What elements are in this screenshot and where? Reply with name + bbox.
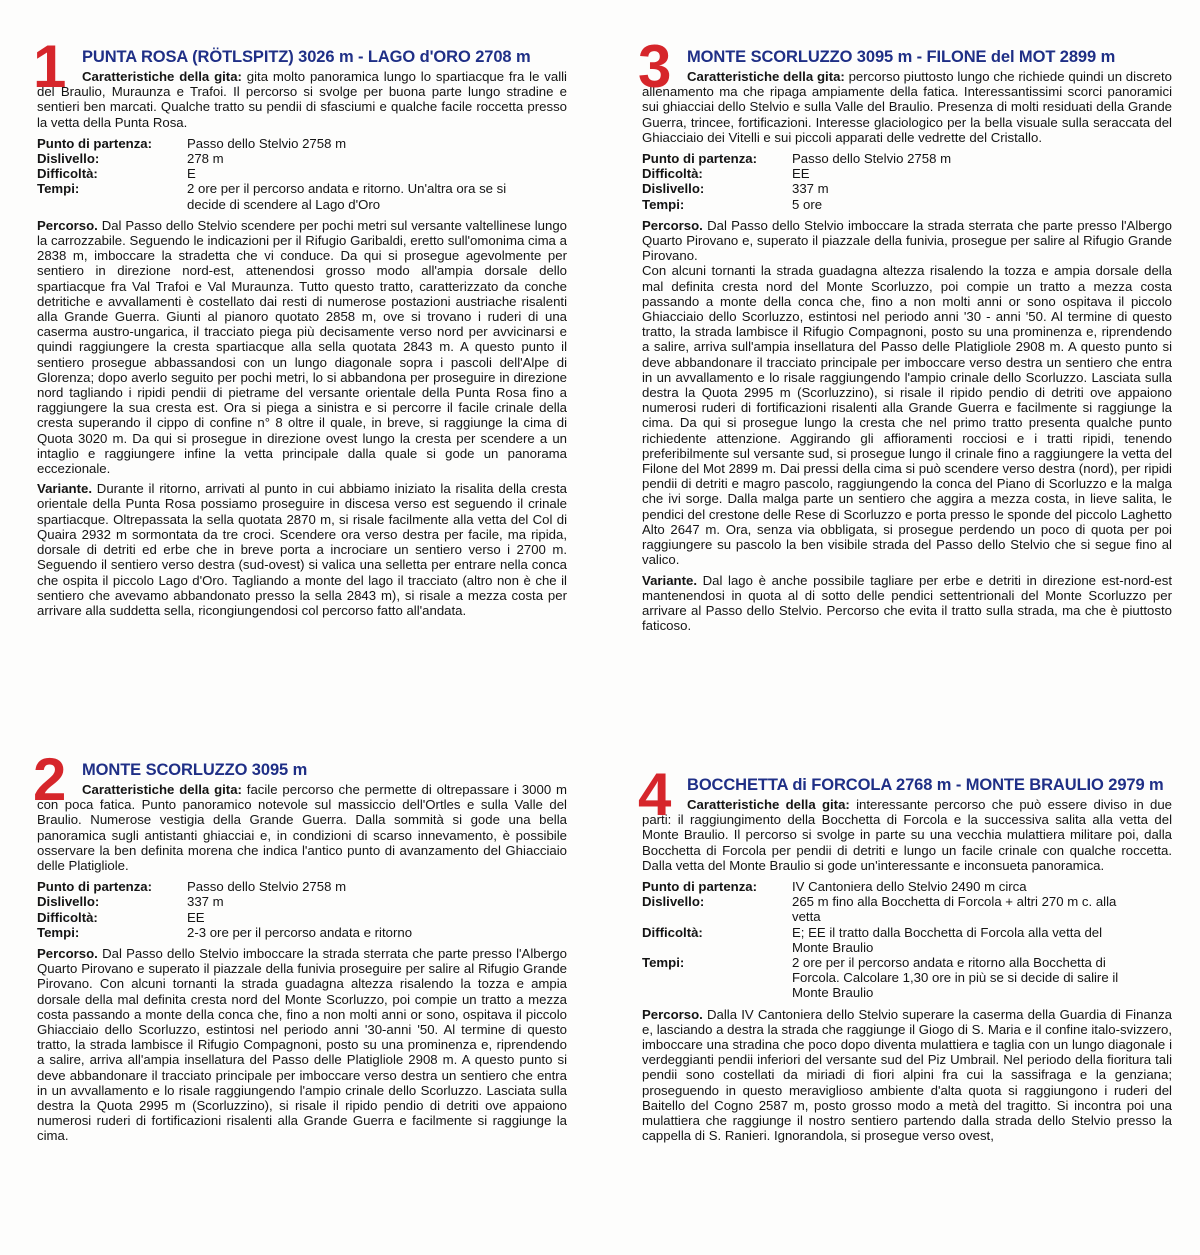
route-label: Percorso.: [642, 1006, 703, 1022]
fact-key: Difficoltà:: [37, 166, 98, 182]
fact-value: EE: [792, 166, 810, 182]
facts-table: [642, 879, 1132, 1001]
fact-key: Tempi:: [642, 196, 685, 212]
variant-paragraph: [37, 481, 567, 618]
fact-value: 278 m: [187, 151, 224, 167]
section-title: MONTE SCORLUZZO 3095 m: [82, 761, 308, 779]
route-paragraph: [642, 218, 1172, 264]
fact-row: [37, 181, 537, 211]
route-text: Dal Passo dello Stelvio scendere per pochi metri sul versante valtellinese lungo la carrozzabile. Seguendo le indicazioni per il Rifugio Garibaldi, eretto sull'omonima cima a 2838 m, imboccare la stradetta che vi conduce. Da qui si prosegue agevolmente per sentiero in direzione nord-est, attenendosi grosso modo all'ampia dorsale dello spartiacque fra Val Trafoi e Val Muraunza. Tutto questo tratto, caratterizzato da conche detritiche e avvallamenti è costellato dai resti di numerose postazioni austriache risalenti alla Grande Guerra. Giunti al pianoro quotato 2858 m, ove si trovano i ruderi di una caserma austro-ungarica, il tracciato piega più decisamente verso nord per avvicinarsi e quindi raggiungere la cresta spartiacque alla sella quotata 2843 m. A questo punto il sentiero prosegue abbassandosi con un lungo diagonale sopra i pascoli dell'Alpe di Glorenza; dopo averlo seguito per pochi metri, lo si abbandona per proseguire in direzione nord tagliando i ripidi pendii di pietrame del versante orientale della Punta Rosa fino a raggiungere la sua cresta est. Ora si piega a sinistra e si percorre il facile crinale della cresta superando il cippo di confine n° 8 oltre il quale, in breve, si raggiunge la cima di Quota 3020 m. Da qui si prosegue in direzione ovest lungo la cresta per scendere a un intaglio e raggiungere infine la vetta principale dalla quale si gode un panorama eccezionale.: [37, 217, 567, 477]
features-text: gita molto panoramica lungo lo spartiacque fra le valli del Braulio, Muraunza e Trafoi. Il percorso si svolge per buona parte lungo stradine e sentieri ben marcati. Qualche tratto su pendii di sfasciumi e qualche facile roccetta presso la vetta della Punta Rosa.: [37, 69, 567, 130]
fact-key: Dislivello:: [37, 151, 100, 167]
fact-row: [37, 151, 537, 166]
features-paragraph: [37, 782, 567, 873]
section-number: 3: [638, 33, 672, 100]
fact-value: 2 ore per il percorso andata e ritorno alla Bocchetta di Forcola. Calcolare 1,30 ore in più se si decide di salire il Monte Braulio: [792, 955, 1119, 1001]
fact-row: [642, 894, 1132, 924]
features-label: Caratteristiche della gita:: [82, 69, 242, 84]
fact-key: Dislivello:: [642, 894, 705, 910]
features-text: percorso piuttosto lungo che richiede quindi un discreto allenamento ma che ripaga ampiamente della fatica. Interessantissimi scorci panoramici sui ghiacciai dello Stelvio e sulla Valle del Braulio. Presenza di molti residuati della Grande Guerra, trincee, fortificazioni. Interesse glaciologico per la bella visuale sulla seraccata del Ghiacciaio dei Vitelli e sui piccoli apparati delle vedrette del Cristallo.: [642, 69, 1172, 145]
section-title: PUNTA ROSA (RÖTLSPITZ) 3026 m - LAGO d'ORO 2708 m: [82, 48, 531, 66]
fact-key: Punto di partenza:: [37, 879, 153, 895]
fact-key: Dislivello:: [37, 894, 100, 910]
route-label: Percorso.: [37, 946, 98, 962]
fact-value: IV Cantoniera dello Stelvio 2490 m circa: [792, 879, 1027, 895]
route-text: Dalla IV Cantoniera dello Stelvio superare la caserma della Guardia di Finanza e, lasciando a destra la strada che raggiunge il Giogo di S. Maria e il confine italo-svizzero, imboccare una stradina che poco dopo diventa mulattiera e taglia con un lungo diagonale i verdeggianti pendii inferiori del versante sud del Piz Umbrail. Nel periodo della fioritura tali pendii sono costellati da miriadi di fiori alpini fra cui la sassifraga e la genziana; proseguendo in questo meraviglioso ambiente d'alta quota si raggiungono i ruderi del Baitello del Cogno 2587 m, posto grosso modo a metà del tragitto. Si incontra poi una mulattiera che raggiunge il nostro sentiero partendo dalla strada dello Stelvio presso la cappella di S. Ranieri. Ignorandola, si prosegue verso ovest,: [642, 1006, 1172, 1144]
fact-row: [642, 197, 951, 212]
features-paragraph: [642, 69, 1172, 145]
fact-value: EE: [187, 909, 205, 925]
variant-paragraph: [642, 573, 1172, 634]
fact-value: Passo dello Stelvio 2758 m: [187, 879, 347, 895]
fact-row: [37, 136, 537, 151]
fact-value: E: [187, 166, 196, 182]
facts-table: [642, 151, 951, 212]
fact-value: Passo dello Stelvio 2758 m: [792, 151, 952, 167]
fact-row: [642, 181, 951, 196]
section-title: BOCCHETTA di FORCOLA 2768 m - MONTE BRAULIO 2979 m: [687, 776, 1164, 794]
fact-value: E; EE il tratto dalla Bocchetta di Forcola alla vetta del Monte Braulio: [792, 924, 1103, 955]
fact-value: 2 ore per il percorso andata e ritorno. Un'altra ora se si decide di scendere al Lago d'Oro: [187, 181, 507, 212]
features-paragraph: [37, 69, 567, 130]
section-4: [638, 761, 1172, 1144]
fact-key: Punto di partenza:: [642, 151, 758, 167]
fact-row: [37, 879, 412, 894]
fact-row: [642, 166, 951, 181]
variant-text: Durante il ritorno, arrivati al punto in cui abbiamo iniziato la risalita della cresta orientale della Punta Rosa possiamo proseguire in discesa verso est seguendo il crinale spartiacque. Oltrepassata la sella quotata 2870 m, si risale facilmente alla vetta del Col di Quaira 2932 m sormontata da tre croci. Scendere ora verso destra per facile, ma ripida, dorsale di detriti ed erbe che in breve porta a incrociare un sentiero verso i 2700 m. Seguendo il sentiero verso destra (sud-ovest) si valica una selletta per entrare nella conca che ospita il piccolo Lago d'Oro. Tagliando a monte del lago il tracciato (altro non è che il sentiero che avevamo abbandonato presso la sella 2843 m), si risale a mezza costa per arrivare alla suddetta sella, ricongiungendosi col percorso fatto all'andata.: [37, 481, 567, 618]
facts-table: [37, 136, 537, 212]
fact-value: 265 m fino alla Bocchetta di Forcola + altri 270 m c. alla vetta: [792, 894, 1117, 925]
facts-table: [37, 879, 412, 940]
fact-row: [642, 879, 1132, 894]
route-paragraph: [37, 218, 567, 476]
section-1: [33, 33, 567, 618]
fact-value: 2-3 ore per il percorso andata e ritorno: [187, 924, 413, 940]
fact-value: Passo dello Stelvio 2758 m: [187, 135, 347, 151]
route-paragraph: [37, 946, 567, 1144]
fact-key: Punto di partenza:: [37, 135, 153, 151]
fact-key: Punto di partenza:: [642, 879, 758, 895]
variant-label: Variante.: [642, 572, 697, 588]
section-2: [33, 746, 567, 1144]
section-3: [638, 33, 1172, 634]
fact-row: [37, 910, 412, 925]
fact-key: Tempi:: [37, 924, 80, 940]
fact-value: 5 ore: [792, 196, 823, 212]
section-number: 1: [33, 33, 67, 100]
section-title: MONTE SCORLUZZO 3095 m - FILONE del MOT 2899 m: [687, 48, 1116, 66]
fact-row: [642, 925, 1132, 955]
fact-row: [642, 151, 951, 166]
fact-row: [37, 894, 412, 909]
fact-value: 337 m: [187, 894, 224, 910]
route-label: Percorso.: [37, 217, 98, 233]
section-number: 4: [638, 761, 672, 828]
fact-key: Tempi:: [642, 955, 685, 971]
features-text: interessante percorso che può essere diviso in due parti: il raggiungimento della Bocchetta di Forcola e la successiva salita alla vetta del Monte Braulio. Il percorso si svolge in parte su una vecchia mulattiera militare poi, dalla Bocchetta di Forcola per pendii di detriti e lungo un facile crinale con qualche roccetta. Dalla vetta del Monte Braulio si gode un'interessante e inconsueta panoramica.: [642, 797, 1172, 873]
fact-key: Difficoltà:: [642, 924, 703, 940]
features-text: facile percorso che permette di oltrepassare i 3000 m con poca fatica. Punto panoramico notevole sul massiccio dell'Ortles e sulla Valle del Braulio. Numerose vestigia della Grande Guerra. Dalla sommità si gode una bella panoramica sugli antistanti ghiacciai e, in condizioni di scarso innevamento, è possibile osservare la ben definita morena che indica l'antico punto di avanzamento del Ghiacciaio delle Platigliole.: [37, 782, 567, 874]
fact-key: Tempi:: [37, 181, 80, 197]
features-label: Caratteristiche della gita:: [82, 782, 242, 797]
route-text: Dal Passo dello Stelvio imboccare la strada sterrata che parte presso l'Albergo Quarto Pirovano e superato il piazzale della funivia proseguire per salire al Rifugio Grande Pirovano. Con alcuni tornanti la strada guadagna altezza risalendo la tozza e ampia dorsale della mal definita cresta nord del Monte Scorluzzo, poi compie un tratto a mezza costa passando a monte della conca che, fino a non molti anni or sono, ospitava il piccolo Ghiacciaio dello Scorluzzo, estintosi nel periodo anni '30-anni '50. Al termine di questo tratto, la strada lambisce il Rifugio Compagnoni, posto su una prominenza e, riprendendo a salire, arriva all'ampia insellatura del Passo delle Platigliole 2908 m. A questo punto si deve abbandonare il tracciato principale per imboccare verso destra un sentiero che entra in un avvallamento e lo risale raggiungendo l'ampio crinale dello Scorluzzo. Lasciata sulla destra la Quota 2995 m (Scorluzzino), si risale il ripido pendio di detriti ove appaiono numerosi ruderi di fortificazioni risalenti alla Grande Guerra e facilmente si raggiunge la cima.: [37, 946, 567, 1144]
fact-key: Difficoltà:: [642, 166, 703, 182]
route-paragraph: [642, 1007, 1172, 1144]
features-label: Caratteristiche della gita:: [687, 797, 850, 812]
variant-text: Dal lago è anche possibile tagliare per erbe e detriti in direzione est-nord-est mantenendosi in quota al di sotto delle pendici settentrionali del Monte Scorluzzo per arrivare al Passo dello Stelvio. Percorso che evita il tratto sulla strada, ma che è piuttosto faticoso.: [642, 572, 1172, 634]
route-text: Dal Passo dello Stelvio imboccare la strada sterrata che parte presso l'Albergo Quarto Pirovano e, superato il piazzale della funivia, prosegue per salire al Rifugio Grande Pirovano.: [642, 217, 1172, 264]
features-paragraph: [642, 797, 1172, 873]
fact-key: Dislivello:: [642, 181, 705, 197]
variant-label: Variante.: [37, 481, 92, 497]
fact-key: Difficoltà:: [37, 909, 98, 925]
fact-row: [37, 166, 537, 181]
fact-value: 337 m: [792, 181, 829, 197]
section-number: 2: [33, 746, 67, 813]
route-label: Percorso.: [642, 217, 703, 233]
fact-row: [642, 955, 1132, 1001]
route-paragraph-continued: Con alcuni tornanti la strada guadagna altezza risalendo la tozza e ampia dorsale della mal definita cresta nord del Monte Scorluzzo, poi compie un tratto a mezza costa passando a monte della conca che, fino a non molti anni or sono ospitava il piccolo Ghiacciaio dello Scorluzzo, estintosi nel periodo anni '30 - anni '50. Al termine di questo tratto, la strada lambisce il Rifugio Compagnoni, posto su una prominenza e, riprendendo a salire, arriva sull'ampia insellatura del Passo delle Platigliole 2908 m. A questo punto si deve abbandonare il tracciato principale per imboccare verso destra un sentiero che entra in un avvallamento e lo risale raggiungendo l'ampio crinale dello Scorluzzo. Lasciata sulla destra la Quota 2995 m (Scorluzzino), si risale il ripido pendio di detriti ove appaiono numerosi ruderi di fortificazioni risalenti alla Grande Guerra e facilmente si raggiunge la cima. Da qui si prosegue lungo la cresta che nel primo tratto presenta qualche punto richiedente attenzione. Aggirando gli affioramenti rocciosi e i tratti ripidi, tenendo preferibilmente sul versante sud, si prosegue lungo il crinale fino a raggiungere la vetta del Filone del Mot 2899 m. Dai pressi della cima si può scendere verso destra (nord), per ripidi pendii di detriti e magro pascolo, raggiungendo la conca del Piano di Scorluzzo e la malga che ivi sorge. Dalla malga parte un sentiero che aggira a mezza costa, in lieve salita, le pendici del crestone delle Rese di Scorluzzo e porta presso le sponde del piccolo Laghetto Alto 2647 m. Ora, senza via obbligata, si prosegue perdendo un poco di quota per poi raggiungere su pascolo la ben visibile strada del Passo dello Stelvio che si segue fino al valico.: [642, 263, 1172, 568]
features-label: Caratteristiche della gita:: [687, 69, 845, 84]
fact-row: [37, 925, 412, 940]
